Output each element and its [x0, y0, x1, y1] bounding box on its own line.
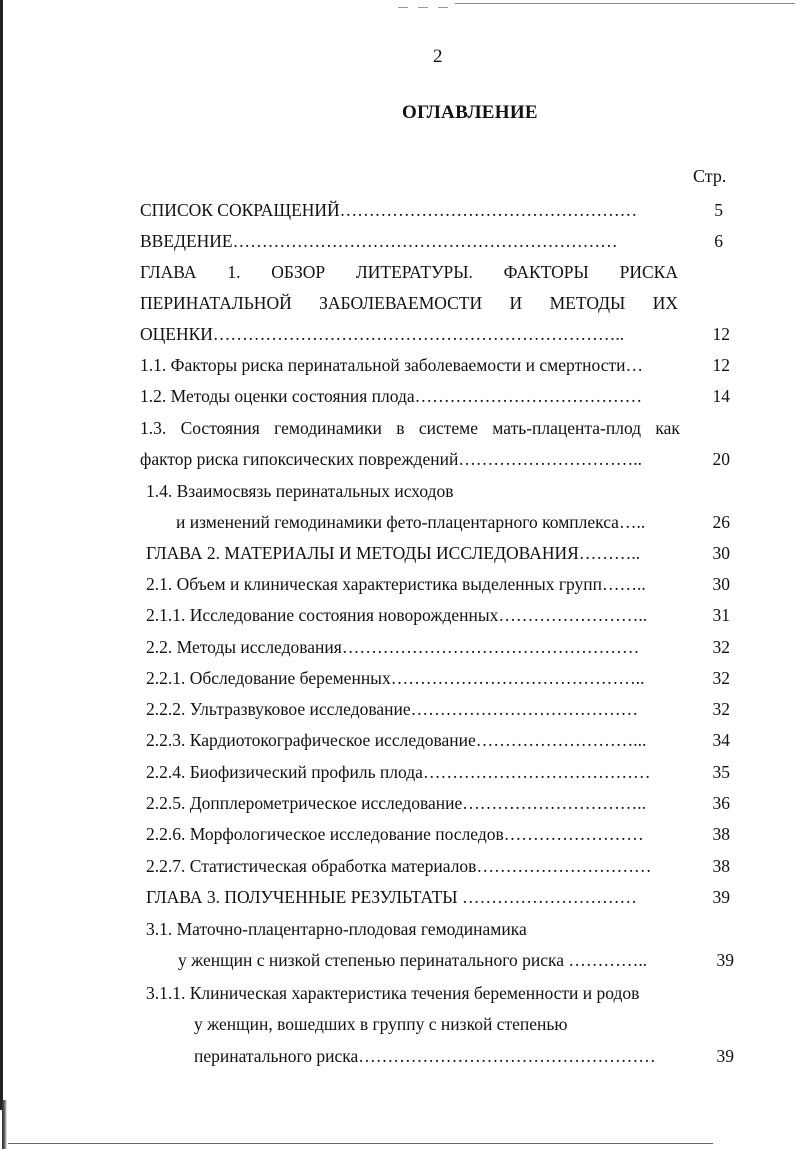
toc-entry-text: перинатального риска……………………………………………: [194, 1046, 656, 1066]
toc-entry-page: 26: [712, 512, 730, 532]
toc-entry-text: 1.2. Методы оценки состояния плода…………………………………: [140, 386, 643, 406]
toc-word: в: [396, 418, 405, 438]
toc-word: ГЛАВА: [140, 262, 197, 282]
toc-entry-justified-text: [140, 289, 678, 317]
toc-entry-text: 2.2.6. Морфологическое исследование последов……………………: [146, 824, 644, 844]
toc-word: гемодинамики: [274, 418, 382, 438]
toc-entry-text: и изменений гемодинамики фето-плацентарного комплекса…..: [176, 512, 646, 532]
toc-entry-text: 3.1. Маточно-плацентарно-плодовая гемодинамика: [146, 919, 527, 939]
toc-entry-page: 12: [712, 324, 730, 344]
toc-word: МЕТОДЫ: [549, 293, 626, 313]
toc-word: И: [509, 293, 523, 313]
toc-word: мать-плацента-плод: [492, 418, 642, 438]
toc-entry-text: 2.2. Методы исследования……………………………………………: [146, 637, 640, 657]
toc-entry-text: СПИСОК СОКРАЩЕНИЙ……………………………………………: [140, 200, 638, 220]
toc-entry-text: у женщин, вошедших в группу с низкой степенью: [194, 1014, 568, 1034]
toc-entry-chapter-2[interactable]: [0, 539, 798, 567]
toc-entry-introduction[interactable]: [0, 227, 798, 255]
toc-entry-justified-text: [140, 414, 680, 442]
toc-entry-text: 1.4. Взаимосвязь перинатальных исходов: [146, 481, 454, 501]
toc-entry-text: фактор риска гипоксических повреждений…………………………..: [140, 449, 643, 469]
toc-entry-chapter-1-line-2: [0, 289, 798, 317]
toc-entry-page: 34: [712, 730, 730, 750]
toc-entry-text: 2.2.5. Допплерометрическое исследование…………………………..: [146, 793, 647, 813]
toc-entry-3-1-1-line-3: [0, 1042, 798, 1070]
toc-entry-page: 32: [712, 668, 730, 688]
toc-entry-1-2[interactable]: [0, 382, 798, 410]
toc-entry-2-1[interactable]: [0, 570, 798, 598]
toc-entry-page: 30: [712, 543, 730, 563]
toc-entry-3-1-1-line-1[interactable]: [0, 979, 798, 1007]
toc-entry-page: 20: [712, 449, 730, 469]
toc-entry-text: 2.2.2. Ультразвуковое исследование…………………………………: [146, 699, 639, 719]
toc-entry-text: 2.2.1. Обследование беременных……………………………………..: [146, 668, 645, 688]
toc-word: ЗАБОЛЕВАЕМОСТИ: [319, 293, 483, 313]
toc-entry-page: 35: [712, 762, 730, 782]
toc-entry-text: ВВЕДЕНИЕ…………………………………………………………: [140, 231, 618, 251]
scan-edge-left-lower: [2, 1100, 7, 1149]
toc-word: Состояния: [180, 418, 260, 438]
toc-entry-2-2-1[interactable]: [0, 664, 798, 692]
toc-entry-page: 36: [712, 793, 730, 813]
toc-word: как: [655, 418, 680, 438]
toc-entry-page: 31: [712, 605, 730, 625]
scan-edge-bottom: [8, 1143, 713, 1144]
toc-entry-justified-text: [140, 258, 678, 286]
toc-entry-text: ОЦЕНКИ……………………………………………………………..: [140, 324, 625, 344]
scan-edge-dash: [418, 7, 428, 8]
toc-word: ОБЗОР: [271, 262, 326, 282]
toc-entry-1-4-line-1[interactable]: [0, 477, 798, 505]
toc-word: 1.3.: [140, 418, 167, 438]
scan-edge-top: [455, 3, 795, 4]
scan-edge-dash: [398, 7, 408, 8]
toc-entry-2-2-3[interactable]: [0, 726, 798, 754]
toc-entry-page: 39: [716, 950, 734, 970]
toc-entry-text: 1.1. Факторы риска перинатальной заболеваемости и смертности…: [140, 355, 644, 375]
toc-entry-2-2-2[interactable]: [0, 695, 798, 723]
toc-entry-3-1-line-1[interactable]: [0, 915, 798, 943]
toc-entry-2-2[interactable]: [0, 633, 798, 661]
toc-word: ЛИТЕРАТУРЫ.: [355, 262, 473, 282]
page-number: 2: [433, 46, 443, 67]
toc-word: ИХ: [652, 293, 678, 313]
toc-entry-text: 2.1. Объем и клиническая характеристика выделенных групп……..: [146, 574, 646, 594]
toc-entry-page: 5: [714, 200, 723, 220]
toc-entry-2-1-1[interactable]: [0, 601, 798, 629]
toc-entry-page: 32: [712, 699, 730, 719]
toc-entry-page: 6: [714, 231, 723, 251]
toc-entry-chapter-1-line-1[interactable]: [0, 258, 798, 286]
toc-entry-2-2-5[interactable]: [0, 789, 798, 817]
toc-entry-page: 39: [712, 887, 730, 907]
toc-entry-page: 14: [712, 386, 730, 406]
toc-entry-text: ГЛАВА 2. МАТЕРИАЛЫ И МЕТОДЫ ИССЛЕДОВАНИЯ………..: [146, 543, 641, 563]
toc-entry-page: 32: [712, 637, 730, 657]
toc-word: 1.: [227, 262, 241, 282]
toc-entry-text: 2.2.3. Кардиотокографическое исследование………………………...: [146, 730, 647, 750]
toc-entry-page: 12: [712, 355, 730, 375]
toc-entry-3-1-1-line-2: [0, 1010, 798, 1038]
toc-entry-text: у женщин с низкой степенью перинатального риска …………..: [178, 950, 648, 970]
toc-entry-text: ГЛАВА 3. ПОЛУЧЕННЫЕ РЕЗУЛЬТАТЫ …………………………: [146, 887, 637, 907]
page-title: ОГЛАВЛЕНИЕ: [402, 102, 538, 123]
toc-entry-text: 2.1.1. Исследование состояния новорожденных……………………..: [146, 605, 648, 625]
scan-edge-dash: [438, 7, 448, 8]
toc-entry-1-4-line-2: [0, 508, 798, 536]
toc-entry-2-2-7[interactable]: [0, 852, 798, 880]
toc-word: ПЕРИНАТАЛЬНОЙ: [140, 293, 292, 313]
toc-entry-1-3-line-1[interactable]: [0, 414, 798, 442]
toc-word: ФАКТОРЫ: [503, 262, 589, 282]
toc-entry-page: 30: [712, 574, 730, 594]
page-column-label: Стр.: [693, 166, 727, 186]
toc-entry-text: 3.1.1. Клиническая характеристика течения беременности и родов: [146, 983, 640, 1003]
toc-entry-chapter-3[interactable]: [0, 883, 798, 911]
toc-entry-1-1[interactable]: [0, 351, 798, 379]
toc-entry-abbreviations[interactable]: [0, 196, 798, 224]
toc-entry-text: 2.2.4. Биофизический профиль плода…………………………………: [146, 762, 651, 782]
toc-entry-1-3-line-2: [0, 445, 798, 473]
toc-entry-text: 2.2.7. Статистическая обработка материалов…………………………: [146, 856, 652, 876]
toc-entry-2-2-4[interactable]: [0, 758, 798, 786]
toc-word: РИСКА: [619, 262, 678, 282]
toc-entry-chapter-1-line-3: [0, 320, 798, 348]
toc-entry-2-2-6[interactable]: [0, 820, 798, 848]
toc-entry-page: 39: [716, 1046, 734, 1066]
toc-entry-3-1-line-2: [0, 946, 798, 974]
toc-entry-page: 38: [712, 856, 730, 876]
toc-entry-page: 38: [712, 824, 730, 844]
toc-word: системе: [418, 418, 478, 438]
